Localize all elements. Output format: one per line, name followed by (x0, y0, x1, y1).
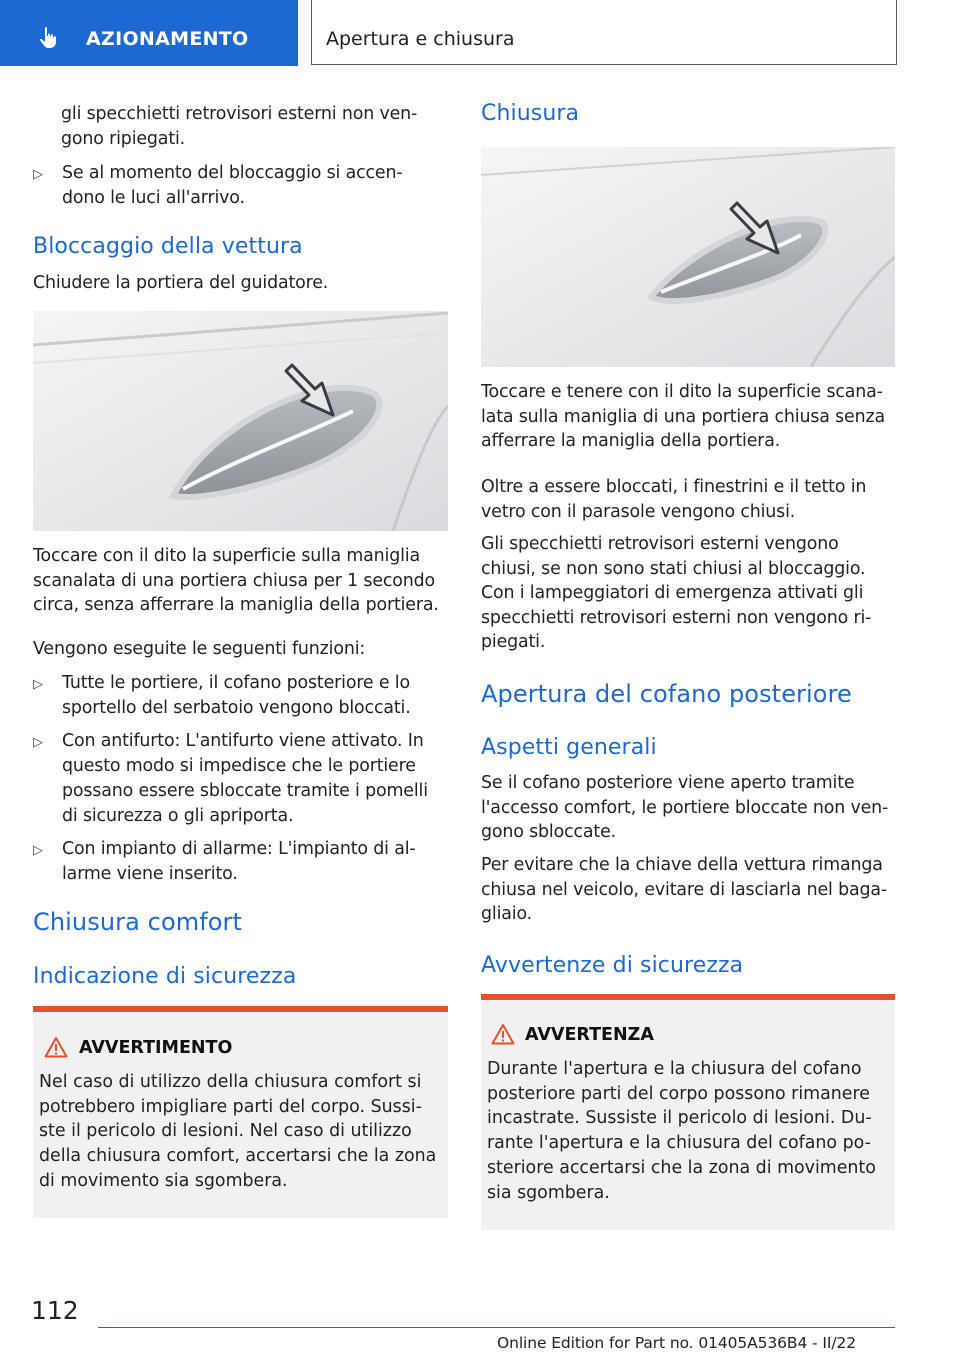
text-line: della chiusura comfort, accertarsi che la zona (39, 1146, 437, 1167)
text-line: circa, senza afferrare la maniglia della portiera. (33, 595, 439, 615)
paragraph-toccare (33, 544, 453, 618)
chapter-title: Apertura e chiusura (326, 28, 515, 50)
warning-triangle-icon (44, 1036, 68, 1058)
hand-touch-icon (36, 25, 60, 49)
heading-chiusura-comfort: Chiusura comfort (33, 908, 243, 936)
door-handle-photo (33, 311, 448, 531)
text-line: Per evitare che la chiave della vettura rimanga (481, 855, 883, 875)
paragraph-se-il-cofano (481, 771, 901, 845)
paragraph-specchietti (481, 532, 901, 655)
text-line: di sicurezza o gli apriporta. (62, 806, 294, 826)
text-line: Con impianto di allarme: L'impianto di al- (62, 839, 416, 859)
triangle-bullet-icon: ▷ (33, 843, 43, 858)
text-line: Toccare con il dito la superficie sulla maniglia (33, 546, 420, 566)
text-line: lata sulla maniglia di una portiera chiusa senza (481, 406, 885, 427)
door-handle-photo (481, 147, 895, 367)
text-line: chiusi, se non sono stati chiusi al bloccaggio. (481, 558, 866, 579)
footer-divider (98, 1327, 895, 1328)
section-title: AZIONAMENTO (86, 28, 249, 50)
page-number: 112 (31, 1296, 79, 1325)
warning-text (39, 1070, 444, 1194)
text-line: sportello del serbatoio vengono bloccati. (62, 698, 411, 718)
bullet-item (33, 161, 453, 213)
text-line: Tutte le portiere, il cofano posteriore e lo (62, 673, 410, 693)
heading-bloccaggio: Bloccaggio della vettura (33, 234, 303, 259)
text-line: gono sbloccate. (481, 822, 617, 842)
heading-indicazione: Indicazione di sicurezza (33, 964, 297, 989)
text-line: specchietti retrovisori esterni non vengono ri- (481, 607, 872, 628)
text-line: larme viene inserito. (62, 864, 238, 884)
warning-box (33, 1006, 448, 1218)
heading-chiusura: Chiusura (481, 101, 580, 126)
text-line: scanalata di una portiera chiusa per 1 secondo (33, 570, 436, 591)
text-line: chiusa nel veicolo, evitare di lasciarla nel baga- (481, 879, 888, 900)
paragraph (33, 271, 328, 296)
warning-triangle-icon (491, 1023, 515, 1045)
text-line: Oltre a essere bloccati, i finestrini e il tetto in (481, 477, 867, 497)
text-line: Con i lampeggiatori di emergenza attivati gli (481, 583, 864, 603)
text-line: rante l'apertura e la chiusura del cofano po- (487, 1133, 871, 1154)
triangle-bullet-icon: ▷ (33, 735, 43, 750)
triangle-bullet-icon: ▷ (33, 677, 43, 692)
text-line: Chiudere la portiera del guidatore. (33, 273, 329, 293)
bullet-item (33, 837, 453, 889)
text-line: Con antifurto: L'antifurto viene attivato. In (62, 731, 424, 751)
text-line: gliaio. (481, 904, 533, 924)
text-line: Se al momento del bloccaggio si accen- (62, 163, 403, 183)
text-line: possano essere sbloccate tramite i pomelli (62, 781, 428, 801)
paragraph-toccare-tenere (481, 380, 901, 454)
text-line: steriore accertarsi che la zona di movimento (487, 1157, 876, 1178)
heading-avvertenze: Avvertenze di sicurezza (481, 953, 744, 978)
text-line: sia sgombera. (487, 1182, 610, 1203)
text-line: questo modo si impedisce che le portiere (62, 756, 416, 776)
text-line: ste il pericolo di lesioni. Nel caso di utilizzo (39, 1121, 412, 1142)
text-line: gli specchietti retrovisori esterni non ven- (61, 104, 418, 124)
text-line: dono le luci all'arrivo. (62, 188, 245, 208)
text-line: l'accesso comfort, le portiere bloccate non ven- (481, 797, 889, 818)
text-line: Toccare e tenere con il dito la superficie scana- (481, 382, 883, 402)
warning-box (481, 994, 895, 1230)
paragraph-vengono (33, 637, 365, 662)
chapter-tab (311, 0, 897, 65)
warning-title: AVVERTENZA (525, 1025, 654, 1045)
text-line: potrebbero impigliare parti del corpo. Sussi- (39, 1096, 422, 1117)
text-line: Durante l'apertura e la chiusura del cofano (487, 1059, 862, 1079)
paragraph-per-evitare (481, 853, 901, 927)
warning-title: AVVERTIMENTO (79, 1038, 233, 1058)
text-line: piegati. (481, 632, 546, 652)
text-line: vetro con il parasole vengono chiusi. (481, 501, 796, 522)
text-line: incastrate. Sussiste il pericolo di lesioni. Du- (487, 1108, 872, 1129)
intro-paragraph (61, 102, 461, 151)
text-line: di movimento sia sgombera. (39, 1170, 288, 1191)
text-line: Gli specchietti retrovisori esterni vengono (481, 534, 839, 554)
text-line: Vengono eseguite le seguenti funzioni: (33, 639, 366, 659)
text-line: gono ripiegati. (61, 128, 186, 149)
text-line: posteriore parti del corpo possono rimanere (487, 1083, 870, 1104)
bullet-item (33, 671, 453, 723)
heading-aspetti-generali: Aspetti generali (481, 735, 657, 760)
section-tab (0, 0, 298, 66)
edition-note: Online Edition for Part no. 01405A536B4 - II/22 (497, 1334, 856, 1352)
warning-text (487, 1057, 892, 1205)
paragraph-oltre (481, 475, 901, 524)
text-line: Se il cofano posteriore viene aperto tramite (481, 773, 855, 793)
triangle-bullet-icon: ▷ (33, 167, 43, 182)
text-line: afferrare la maniglia della portiera. (481, 431, 781, 451)
text-line: Nel caso di utilizzo della chiusura comfort si (39, 1072, 422, 1092)
heading-apertura-cofano: Apertura del cofano posteriore (481, 680, 852, 708)
bullet-item (33, 729, 453, 829)
